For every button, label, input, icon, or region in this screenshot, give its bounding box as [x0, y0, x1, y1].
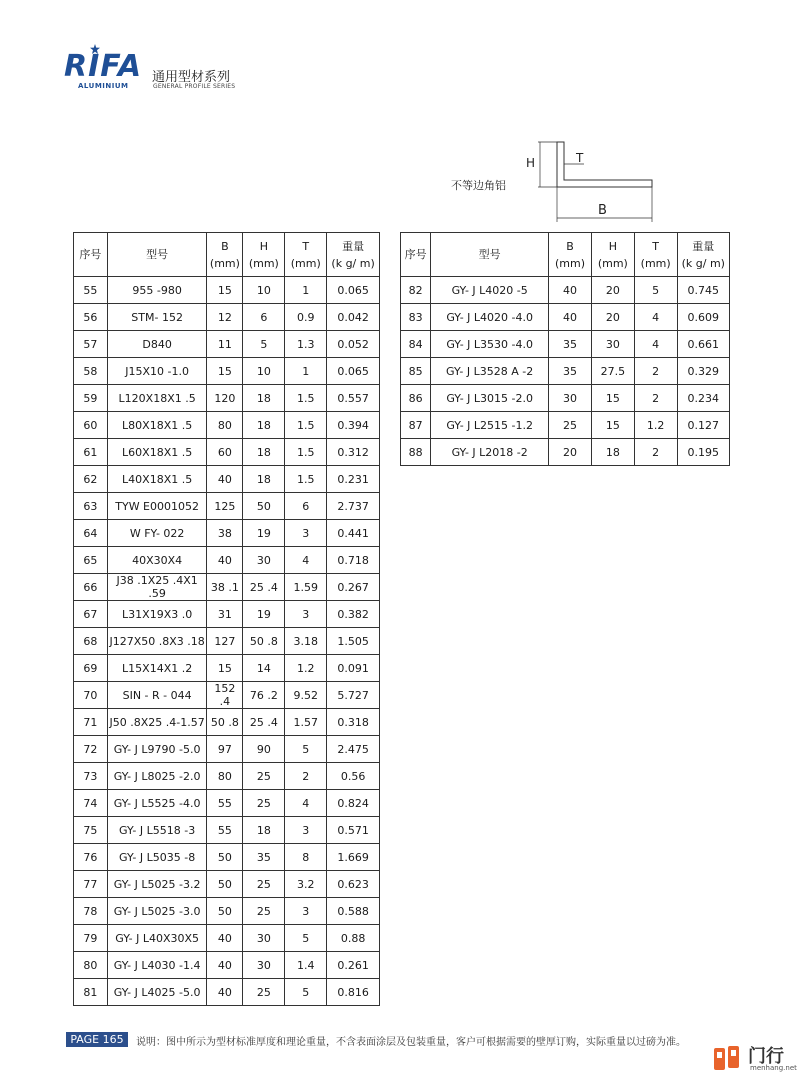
- cell-w: 2.475: [327, 736, 380, 763]
- cell-no: 60: [74, 412, 108, 439]
- table-row: [74, 925, 380, 952]
- cell-no: 57: [74, 331, 108, 358]
- table-row: [74, 358, 380, 385]
- table-row: [401, 358, 730, 385]
- cell-model: GY- J L3015 -2.0: [431, 385, 549, 412]
- cell-b: 15: [207, 655, 243, 682]
- cell-b: 40: [207, 979, 243, 1006]
- cell-model: GY- J L5025 -3.0: [107, 898, 207, 925]
- cell-h: 25 .4: [243, 574, 285, 601]
- cell-w: 0.318: [327, 709, 380, 736]
- col-model: 型号: [431, 233, 549, 277]
- brand-header: [64, 44, 364, 94]
- table-row: [74, 385, 380, 412]
- cell-h: 76 .2: [243, 682, 285, 709]
- cell-w: 0.382: [327, 601, 380, 628]
- cell-model: STM- 152: [107, 304, 207, 331]
- cell-model: GY- J L2018 -2: [431, 439, 549, 466]
- cell-no: 72: [74, 736, 108, 763]
- table-row: [74, 493, 380, 520]
- cell-b: 50: [207, 844, 243, 871]
- cell-b: 120: [207, 385, 243, 412]
- cell-model: L40X18X1 .5: [107, 466, 207, 493]
- cell-no: 58: [74, 358, 108, 385]
- cell-h: 18: [243, 817, 285, 844]
- cell-t: 3.18: [285, 628, 327, 655]
- cell-model: GY- J L4020 -5: [431, 277, 549, 304]
- watermark-cn: 门行: [748, 1046, 784, 1067]
- cell-h: 15: [591, 385, 634, 412]
- cell-b: 25: [549, 412, 592, 439]
- cell-b: 38 .1: [207, 574, 243, 601]
- cell-model: J15X10 -1.0: [107, 358, 207, 385]
- table-row: [74, 277, 380, 304]
- cell-t: 1: [285, 277, 327, 304]
- cell-w: 0.588: [327, 898, 380, 925]
- cell-w: 0.745: [677, 277, 729, 304]
- page-footer: [66, 1032, 766, 1048]
- cell-model: J50 .8X25 .4-1.57: [107, 709, 207, 736]
- cell-w: 0.623: [327, 871, 380, 898]
- cell-w: 0.127: [677, 412, 729, 439]
- cell-model: GY- J L5035 -8: [107, 844, 207, 871]
- cell-t: 6: [285, 493, 327, 520]
- table-row: [401, 277, 730, 304]
- cell-model: GY- J L9790 -5.0: [107, 736, 207, 763]
- cell-t: 4: [634, 304, 677, 331]
- menhang-logo-icon: [712, 1044, 742, 1072]
- cell-t: 4: [285, 547, 327, 574]
- cell-w: 0.329: [677, 358, 729, 385]
- cell-model: J127X50 .8X3 .18: [107, 628, 207, 655]
- col-b: B (mm): [549, 233, 592, 277]
- series-title: 通用型材系列: [152, 70, 231, 85]
- cell-b: 55: [207, 790, 243, 817]
- cell-model: GY- J L5518 -3: [107, 817, 207, 844]
- cell-model: L60X18X1 .5: [107, 439, 207, 466]
- table-row: [74, 439, 380, 466]
- cell-h: 18: [243, 466, 285, 493]
- cell-no: 80: [74, 952, 108, 979]
- cell-no: 73: [74, 763, 108, 790]
- cell-t: 1.3: [285, 331, 327, 358]
- cell-w: 0.091: [327, 655, 380, 682]
- dim-label-h: H: [526, 156, 536, 170]
- cell-t: 1.5: [285, 412, 327, 439]
- cell-b: 38: [207, 520, 243, 547]
- spec-table-left: [73, 232, 380, 1006]
- cell-b: 20: [549, 439, 592, 466]
- cell-w: 0.571: [327, 817, 380, 844]
- cell-h: 90: [243, 736, 285, 763]
- cell-b: 40: [207, 547, 243, 574]
- cell-no: 66: [74, 574, 108, 601]
- cell-b: 30: [549, 385, 592, 412]
- cell-h: 50: [243, 493, 285, 520]
- cell-b: 40: [549, 304, 592, 331]
- cell-w: 0.661: [677, 331, 729, 358]
- cell-no: 82: [401, 277, 431, 304]
- dim-label-b: B: [598, 203, 607, 218]
- cell-no: 63: [74, 493, 108, 520]
- table-row: [74, 709, 380, 736]
- cell-b: 40: [207, 952, 243, 979]
- cell-t: 4: [634, 331, 677, 358]
- cell-b: 55: [207, 817, 243, 844]
- cell-h: 27.5: [591, 358, 634, 385]
- cell-model: L80X18X1 .5: [107, 412, 207, 439]
- cell-h: 50 .8: [243, 628, 285, 655]
- cell-w: 1.505: [327, 628, 380, 655]
- cell-t: 5: [634, 277, 677, 304]
- cell-t: 3: [285, 520, 327, 547]
- cell-w: 1.669: [327, 844, 380, 871]
- table-row: [74, 574, 380, 601]
- cell-w: 0.557: [327, 385, 380, 412]
- cell-h: 14: [243, 655, 285, 682]
- cell-no: 69: [74, 655, 108, 682]
- cell-b: 35: [549, 331, 592, 358]
- brand-logo: RIFA: [64, 49, 143, 84]
- cell-h: 25: [243, 871, 285, 898]
- cell-h: 25: [243, 979, 285, 1006]
- cell-h: 20: [591, 304, 634, 331]
- cell-h: 30: [243, 547, 285, 574]
- col-b: B (mm): [207, 233, 243, 277]
- cell-no: 84: [401, 331, 431, 358]
- table-row: [401, 412, 730, 439]
- cell-b: 15: [207, 358, 243, 385]
- cell-no: 64: [74, 520, 108, 547]
- cell-no: 62: [74, 466, 108, 493]
- cell-h: 5: [243, 331, 285, 358]
- cell-t: 0.9: [285, 304, 327, 331]
- table-row: [74, 655, 380, 682]
- cell-t: 2: [285, 763, 327, 790]
- cell-h: 30: [243, 925, 285, 952]
- cell-model: GY- J L8025 -2.0: [107, 763, 207, 790]
- cell-model: GY- J L40X30X5: [107, 925, 207, 952]
- table-row: [74, 412, 380, 439]
- cell-t: 5: [285, 979, 327, 1006]
- cell-b: 40: [207, 925, 243, 952]
- cell-model: GY- J L4025 -5.0: [107, 979, 207, 1006]
- cell-h: 19: [243, 520, 285, 547]
- cell-model: J38 .1X25 .4X1 .59: [107, 574, 207, 601]
- table-row: [74, 466, 380, 493]
- watermark-en: menhang.net: [750, 1064, 797, 1072]
- cell-w: 2.737: [327, 493, 380, 520]
- table-row: [74, 520, 380, 547]
- cell-no: 55: [74, 277, 108, 304]
- cell-h: 18: [243, 412, 285, 439]
- cell-w: 0.441: [327, 520, 380, 547]
- table-row: [74, 304, 380, 331]
- brand-sub: ALUMINIUM: [78, 82, 129, 90]
- cell-no: 77: [74, 871, 108, 898]
- cell-t: 2: [634, 439, 677, 466]
- cell-w: 0.195: [677, 439, 729, 466]
- cell-h: 10: [243, 277, 285, 304]
- cell-t: 3: [285, 601, 327, 628]
- cell-h: 25: [243, 790, 285, 817]
- cell-t: 5: [285, 925, 327, 952]
- cell-model: GY- J L3530 -4.0: [431, 331, 549, 358]
- cell-model: L15X14X1 .2: [107, 655, 207, 682]
- cell-no: 70: [74, 682, 108, 709]
- col-h: H (mm): [591, 233, 634, 277]
- cell-b: 152 .4: [207, 682, 243, 709]
- cell-w: 0.065: [327, 358, 380, 385]
- cell-t: 9.52: [285, 682, 327, 709]
- cell-t: 1.59: [285, 574, 327, 601]
- cell-no: 83: [401, 304, 431, 331]
- cell-h: 25: [243, 763, 285, 790]
- table-row: [74, 817, 380, 844]
- angle-profile-diagram: [520, 136, 660, 228]
- cell-t: 1.2: [634, 412, 677, 439]
- dim-label-t: T: [576, 151, 584, 165]
- cell-w: 0.234: [677, 385, 729, 412]
- spec-table-right: [400, 232, 730, 466]
- col-no: 序号: [74, 233, 108, 277]
- cell-b: 80: [207, 412, 243, 439]
- table-row: [74, 682, 380, 709]
- series-subtitle: GENERAL PROFILE SERIES: [153, 83, 236, 90]
- table-row: [401, 439, 730, 466]
- cell-no: 76: [74, 844, 108, 871]
- col-h: H (mm): [243, 233, 285, 277]
- cell-h: 25: [243, 898, 285, 925]
- cell-w: 0.56: [327, 763, 380, 790]
- cell-w: 0.88: [327, 925, 380, 952]
- col-t: T (mm): [634, 233, 677, 277]
- cell-t: 1.4: [285, 952, 327, 979]
- cell-w: 0.042: [327, 304, 380, 331]
- cell-h: 30: [243, 952, 285, 979]
- cell-no: 59: [74, 385, 108, 412]
- cell-w: 0.261: [327, 952, 380, 979]
- cell-h: 10: [243, 358, 285, 385]
- cell-t: 1: [285, 358, 327, 385]
- table-row: [74, 898, 380, 925]
- cell-h: 25 .4: [243, 709, 285, 736]
- cell-model: W FY- 022: [107, 520, 207, 547]
- cell-b: 40: [549, 277, 592, 304]
- cell-b: 80: [207, 763, 243, 790]
- cell-model: GY- J L5525 -4.0: [107, 790, 207, 817]
- cell-model: L31X19X3 .0: [107, 601, 207, 628]
- cell-model: GY- J L5025 -3.2: [107, 871, 207, 898]
- cell-h: 30: [591, 331, 634, 358]
- table-row: [74, 763, 380, 790]
- cell-h: 18: [591, 439, 634, 466]
- cell-b: 125: [207, 493, 243, 520]
- cell-t: 8: [285, 844, 327, 871]
- page-number-badge: PAGE 165: [66, 1032, 128, 1047]
- cell-b: 50: [207, 898, 243, 925]
- table-row: [74, 547, 380, 574]
- cell-w: 0.267: [327, 574, 380, 601]
- cell-no: 61: [74, 439, 108, 466]
- cell-no: 88: [401, 439, 431, 466]
- cell-t: 1.5: [285, 385, 327, 412]
- table-row: [74, 871, 380, 898]
- cell-b: 35: [549, 358, 592, 385]
- cell-no: 85: [401, 358, 431, 385]
- cell-model: TYW E0001052: [107, 493, 207, 520]
- cell-t: 2: [634, 385, 677, 412]
- cell-t: 1.57: [285, 709, 327, 736]
- table-row: [401, 331, 730, 358]
- cell-model: GY- J L2515 -1.2: [431, 412, 549, 439]
- profile-name: 不等边角铝: [451, 179, 506, 192]
- cell-t: 3.2: [285, 871, 327, 898]
- cell-model: GY- J L4020 -4.0: [431, 304, 549, 331]
- cell-no: 67: [74, 601, 108, 628]
- table-row: [74, 979, 380, 1006]
- table-row: [74, 952, 380, 979]
- cell-w: 0.394: [327, 412, 380, 439]
- cell-b: 31: [207, 601, 243, 628]
- table-row: [74, 601, 380, 628]
- cell-h: 6: [243, 304, 285, 331]
- cell-w: 0.816: [327, 979, 380, 1006]
- cell-b: 60: [207, 439, 243, 466]
- cell-no: 65: [74, 547, 108, 574]
- cell-b: 12: [207, 304, 243, 331]
- col-no: 序号: [401, 233, 431, 277]
- col-model: 型号: [107, 233, 207, 277]
- cell-no: 74: [74, 790, 108, 817]
- cell-model: D840: [107, 331, 207, 358]
- cell-b: 11: [207, 331, 243, 358]
- cell-no: 68: [74, 628, 108, 655]
- cell-model: 40X30X4: [107, 547, 207, 574]
- table-row: [74, 331, 380, 358]
- cell-model: 955 -980: [107, 277, 207, 304]
- table-row: [74, 844, 380, 871]
- table-header-row: [401, 233, 730, 277]
- cell-h: 35: [243, 844, 285, 871]
- cell-model: GY- J L4030 -1.4: [107, 952, 207, 979]
- table-row: [401, 385, 730, 412]
- cell-no: 71: [74, 709, 108, 736]
- table-row: [74, 628, 380, 655]
- cell-model: GY- J L3528 A -2: [431, 358, 549, 385]
- cell-b: 15: [207, 277, 243, 304]
- table-row: [74, 790, 380, 817]
- cell-t: 3: [285, 817, 327, 844]
- cell-h: 18: [243, 385, 285, 412]
- cell-no: 56: [74, 304, 108, 331]
- cell-no: 75: [74, 817, 108, 844]
- cell-t: 2: [634, 358, 677, 385]
- table-row: [401, 304, 730, 331]
- table-row: [74, 736, 380, 763]
- cell-b: 50: [207, 871, 243, 898]
- cell-b: 40: [207, 466, 243, 493]
- cell-no: 81: [74, 979, 108, 1006]
- cell-h: 18: [243, 439, 285, 466]
- cell-w: 0.718: [327, 547, 380, 574]
- cell-t: 1.5: [285, 439, 327, 466]
- cell-b: 50 .8: [207, 709, 243, 736]
- cell-h: 15: [591, 412, 634, 439]
- col-weight: 重量 (k g/ m): [677, 233, 729, 277]
- cell-w: 5.727: [327, 682, 380, 709]
- cell-h: 19: [243, 601, 285, 628]
- cell-t: 5: [285, 736, 327, 763]
- cell-w: 0.231: [327, 466, 380, 493]
- cell-b: 127: [207, 628, 243, 655]
- cell-w: 0.052: [327, 331, 380, 358]
- cell-t: 1.5: [285, 466, 327, 493]
- cell-h: 20: [591, 277, 634, 304]
- watermark: [712, 1042, 802, 1076]
- cell-t: 3: [285, 898, 327, 925]
- table-header-row: [74, 233, 380, 277]
- cell-no: 79: [74, 925, 108, 952]
- cell-w: 0.312: [327, 439, 380, 466]
- cell-w: 0.065: [327, 277, 380, 304]
- cell-w: 0.609: [677, 304, 729, 331]
- cell-model: SIN - R - 044: [107, 682, 207, 709]
- cell-model: L120X18X1 .5: [107, 385, 207, 412]
- col-weight: 重量 (k g/ m): [327, 233, 380, 277]
- cell-b: 97: [207, 736, 243, 763]
- col-t: T (mm): [285, 233, 327, 277]
- cell-t: 4: [285, 790, 327, 817]
- cell-no: 87: [401, 412, 431, 439]
- cell-no: 78: [74, 898, 108, 925]
- cell-t: 1.2: [285, 655, 327, 682]
- angle-shape: [557, 142, 652, 187]
- cell-w: 0.824: [327, 790, 380, 817]
- cell-no: 86: [401, 385, 431, 412]
- footer-note: 说明：图中所示为型材标准厚度和理论重量，不含表面涂层及包装重量，客户可根据需要的壁厚订购，实际重量以过磅为准。: [136, 1037, 686, 1048]
